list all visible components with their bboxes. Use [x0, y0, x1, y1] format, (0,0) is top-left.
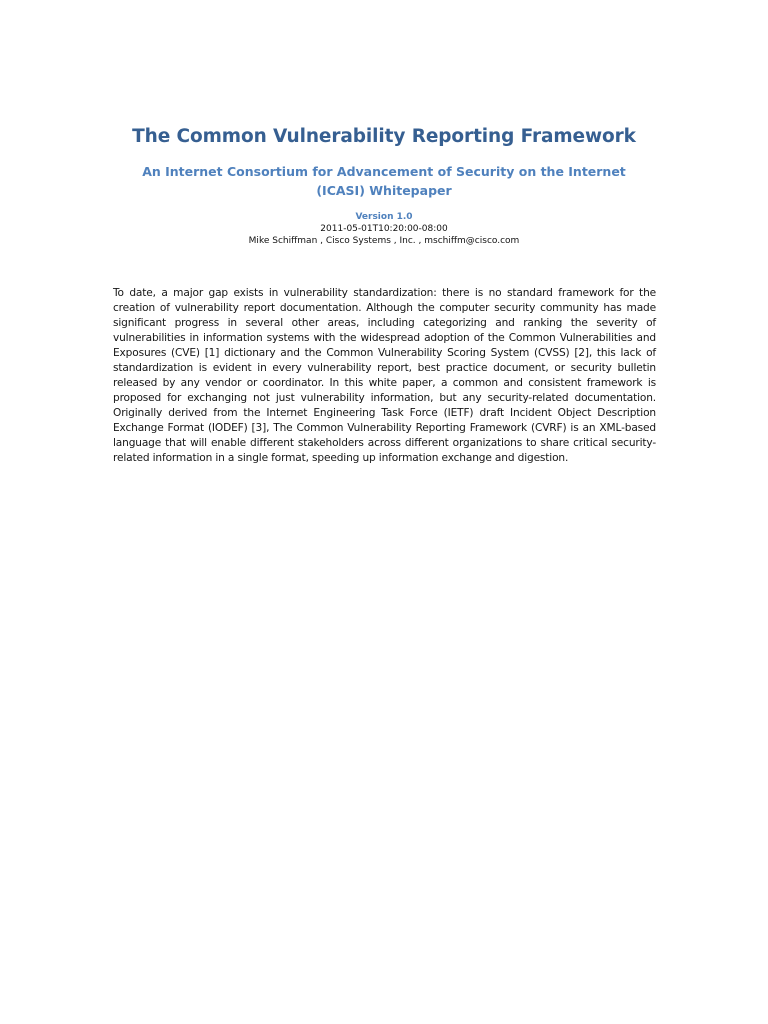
- abstract-paragraph: To date, a major gap exists in vulnerability standardization: there is no standard framework for the creation of vulnerability report documentation. Although the computer security community has made significant progress in several other areas, including categorizing and ranking the severity of vulnerabilities in information systems with the widespread adoption of the Common Vulnerabilities and Exposures (CVE) [1] dictionary and the Common Vulnerability Scoring System (CVSS) [2], this lack of standardization is evident in every vulnerability report, best practice document, or security bulletin released by any vendor or coordinator. In this white paper, a common and consistent framework is proposed for exchanging not just vulnerability information, but any security-related documentation. Originally derived from the Internet Engineering Task Force (IETF) draft Incident Object Description Exchange Format (IODEF) [3], The Common Vulnerability Reporting Framework (CVRF) is an XML-based language that will enable different stakeholders across different organizations to share critical security-related information in a single format, speeding up information exchange and digestion.: [113, 287, 656, 464]
- document-header: [0, 124, 768, 247]
- document-title: The Common Vulnerability Reporting Framework: [132, 126, 636, 147]
- document-version: Version 1.0: [355, 212, 413, 222]
- document-date: 2011-05-01T10:20:00-08:00: [320, 224, 448, 234]
- document-subtitle: An Internet Consortium for Advancement of Security on the Internet (ICASI) Whitepaper: [142, 164, 626, 198]
- document-author: Mike Schiffman , Cisco Systems , Inc. , mschiffm@cisco.com: [248, 236, 520, 246]
